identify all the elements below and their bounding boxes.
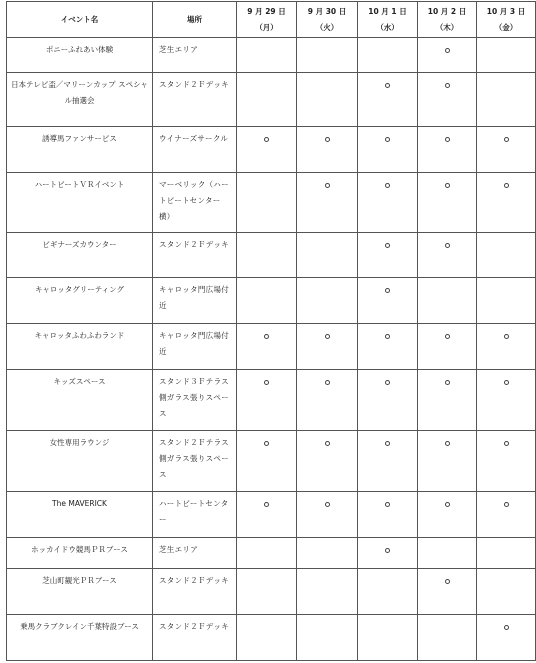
table-row	[7, 538, 536, 569]
circle-mark-icon	[445, 137, 450, 142]
day-cell	[358, 370, 418, 431]
day-cell	[418, 173, 477, 233]
day-cell	[477, 324, 536, 370]
event-schedule-table	[6, 1, 536, 661]
day-cell	[418, 278, 477, 324]
circle-mark-icon	[445, 334, 450, 339]
venue-cell: マーベリック（ハートビートセンター横）	[153, 173, 237, 233]
header-date	[477, 2, 536, 38]
header-date-label: 10 月 1 日	[368, 7, 407, 16]
circle-mark-icon	[445, 183, 450, 188]
venue-cell: キャロッタ門広場付近	[153, 278, 237, 324]
header-date	[358, 2, 418, 38]
day-cell	[418, 492, 477, 538]
circle-mark-icon	[325, 441, 330, 446]
day-cell	[477, 538, 536, 569]
circle-mark-icon	[264, 137, 269, 142]
circle-mark-icon	[504, 502, 509, 507]
circle-mark-icon	[504, 441, 509, 446]
day-cell	[297, 615, 358, 661]
circle-mark-icon	[445, 243, 450, 248]
table-row	[7, 127, 536, 173]
event-name-cell: 日本テレビ盃／マリーンカップ スペシャル抽選会	[7, 73, 153, 127]
table-row	[7, 233, 536, 278]
header-date-label: 9 月 29 日	[247, 7, 286, 16]
day-cell	[297, 569, 358, 615]
day-cell	[418, 127, 477, 173]
day-cell	[237, 73, 297, 127]
day-cell	[477, 431, 536, 492]
day-cell	[237, 233, 297, 278]
venue-cell: スタンド３Ｆテラス側ガラス張りスペース	[153, 370, 237, 431]
event-name-cell: 芝山町観光ＰＲブース	[7, 569, 153, 615]
event-name-cell: ポニーふれあい体験	[7, 38, 153, 73]
event-name-cell: 乗馬クラブクレイン千葉特設ブース	[7, 615, 153, 661]
header-date	[418, 2, 477, 38]
circle-mark-icon	[385, 288, 390, 293]
day-cell	[477, 278, 536, 324]
header-date	[237, 2, 297, 38]
circle-mark-icon	[264, 380, 269, 385]
header-venue: 場所	[153, 2, 237, 38]
circle-mark-icon	[325, 137, 330, 142]
table-row	[7, 615, 536, 661]
circle-mark-icon	[504, 183, 509, 188]
circle-mark-icon	[385, 243, 390, 248]
day-cell	[358, 127, 418, 173]
day-cell	[418, 324, 477, 370]
venue-cell: ハートビートセンター	[153, 492, 237, 538]
day-cell	[297, 38, 358, 73]
table-row	[7, 370, 536, 431]
circle-mark-icon	[445, 502, 450, 507]
event-name-cell: キッズスペース	[7, 370, 153, 431]
circle-mark-icon	[385, 502, 390, 507]
day-cell	[418, 370, 477, 431]
day-cell	[237, 538, 297, 569]
header-weekday: （火）	[315, 23, 339, 32]
header-row	[7, 2, 536, 38]
header-weekday: （水）	[376, 23, 399, 32]
header-event: イベント名	[7, 2, 153, 38]
day-cell	[418, 569, 477, 615]
event-name-cell: ハートビートＶＲイベント	[7, 173, 153, 233]
header-date-label: 9 月 30 日	[307, 7, 347, 16]
circle-mark-icon	[385, 334, 390, 339]
table-row	[7, 173, 536, 233]
day-cell	[237, 431, 297, 492]
day-cell	[297, 73, 358, 127]
day-cell	[477, 615, 536, 661]
day-cell	[477, 492, 536, 538]
event-name-cell: ホッカイドウ競馬ＰＲブース	[7, 538, 153, 569]
header-date-label: 10 月 3 日	[486, 7, 526, 16]
venue-cell: ウイナーズサークル	[153, 127, 237, 173]
day-cell	[418, 73, 477, 127]
day-cell	[297, 127, 358, 173]
event-name-cell: The MAVERICK	[7, 492, 153, 538]
circle-mark-icon	[325, 502, 330, 507]
venue-cell: キャロッタ門広場付近	[153, 324, 237, 370]
day-cell	[477, 38, 536, 73]
day-cell	[358, 569, 418, 615]
day-cell	[297, 173, 358, 233]
day-cell	[237, 38, 297, 73]
day-cell	[418, 538, 477, 569]
header-weekday: （金）	[494, 23, 518, 32]
venue-cell: スタンド２Ｆデッキ	[153, 233, 237, 278]
day-cell	[237, 278, 297, 324]
day-cell	[237, 173, 297, 233]
day-cell	[358, 278, 418, 324]
day-cell	[237, 324, 297, 370]
circle-mark-icon	[445, 579, 450, 584]
event-name-cell: キャロッタふわふわランド	[7, 324, 153, 370]
header-date	[297, 2, 358, 38]
day-cell	[237, 615, 297, 661]
day-cell	[297, 278, 358, 324]
day-cell	[358, 492, 418, 538]
day-cell	[297, 431, 358, 492]
venue-cell: 芝生エリア	[153, 38, 237, 73]
day-cell	[358, 73, 418, 127]
table-row	[7, 278, 536, 324]
event-name-cell: ビギナーズカウンター	[7, 233, 153, 278]
circle-mark-icon	[504, 334, 509, 339]
day-cell	[418, 431, 477, 492]
circle-mark-icon	[325, 334, 330, 339]
event-name-cell: 女性専用ラウンジ	[7, 431, 153, 492]
circle-mark-icon	[445, 441, 450, 446]
day-cell	[477, 569, 536, 615]
table-body	[7, 38, 536, 661]
circle-mark-icon	[445, 83, 450, 88]
circle-mark-icon	[385, 441, 390, 446]
day-cell	[237, 127, 297, 173]
day-cell	[297, 492, 358, 538]
table-row	[7, 569, 536, 615]
table-row	[7, 431, 536, 492]
venue-cell: スタンド２Ｆテラス側ガラス張りスペース	[153, 431, 237, 492]
day-cell	[297, 538, 358, 569]
day-cell	[358, 538, 418, 569]
event-name-cell: 誘導馬ファンサービス	[7, 127, 153, 173]
circle-mark-icon	[504, 380, 509, 385]
day-cell	[297, 233, 358, 278]
day-cell	[237, 492, 297, 538]
day-cell	[358, 431, 418, 492]
circle-mark-icon	[385, 83, 390, 88]
day-cell	[418, 38, 477, 73]
venue-cell: スタンド２Ｆデッキ	[153, 73, 237, 127]
header-weekday: （月）	[255, 23, 278, 32]
event-name-cell: キャロッタグリーティング	[7, 278, 153, 324]
table-row	[7, 324, 536, 370]
day-cell	[297, 324, 358, 370]
day-cell	[477, 173, 536, 233]
venue-cell: 芝生エリア	[153, 538, 237, 569]
circle-mark-icon	[445, 48, 450, 53]
venue-cell: スタンド２Ｆデッキ	[153, 569, 237, 615]
day-cell	[418, 615, 477, 661]
circle-mark-icon	[264, 502, 269, 507]
circle-mark-icon	[385, 548, 390, 553]
day-cell	[358, 324, 418, 370]
day-cell	[418, 233, 477, 278]
day-cell	[477, 370, 536, 431]
day-cell	[358, 233, 418, 278]
table-row	[7, 38, 536, 73]
table-row	[7, 492, 536, 538]
day-cell	[237, 370, 297, 431]
circle-mark-icon	[264, 334, 269, 339]
circle-mark-icon	[445, 380, 450, 385]
circle-mark-icon	[385, 380, 390, 385]
day-cell	[477, 233, 536, 278]
circle-mark-icon	[264, 441, 269, 446]
day-cell	[358, 173, 418, 233]
day-cell	[237, 569, 297, 615]
venue-cell: スタンド２Ｆデッキ	[153, 615, 237, 661]
circle-mark-icon	[385, 137, 390, 142]
day-cell	[358, 615, 418, 661]
circle-mark-icon	[325, 183, 330, 188]
table-row	[7, 73, 536, 127]
header-weekday: （木）	[435, 23, 459, 32]
day-cell	[358, 38, 418, 73]
circle-mark-icon	[504, 625, 509, 630]
circle-mark-icon	[385, 183, 390, 188]
day-cell	[477, 127, 536, 173]
day-cell	[297, 370, 358, 431]
circle-mark-icon	[325, 380, 330, 385]
day-cell	[477, 73, 536, 127]
header-date-label: 10 月 2 日	[427, 7, 467, 16]
circle-mark-icon	[504, 137, 509, 142]
